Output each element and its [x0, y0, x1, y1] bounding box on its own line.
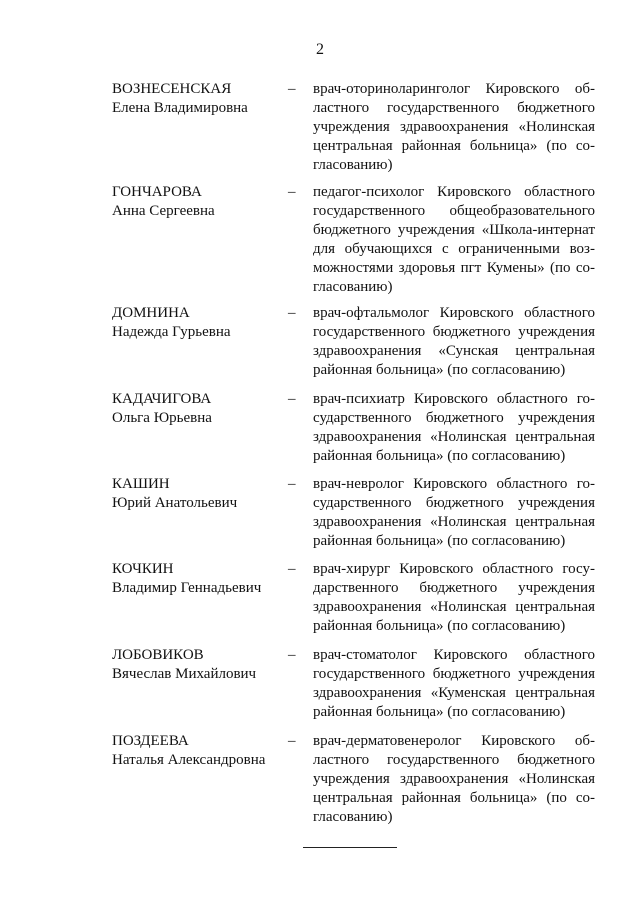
given-name: Анна Сергеевна	[112, 203, 215, 219]
person-name	[112, 475, 282, 513]
given-name: Ольга Юрьевна	[112, 410, 212, 426]
surname: КАШИН	[112, 476, 170, 492]
closing-rule	[303, 847, 397, 848]
person-name	[112, 183, 282, 221]
surname: ПОЗДЕЕВА	[112, 733, 189, 749]
page-number: 2	[316, 41, 324, 58]
dash: –	[288, 476, 296, 492]
position-description: врач-хирург Кировского областного государственного бюджетного учреждения здравоохранения «Нолинская центральная районная больница» (по согласованию)	[313, 561, 595, 634]
position-description: педагог-психолог Кировского областного государственного общеобразовательного бюджетного учреждения «Школа-интернат для обучающихся с ограниченными возможностями здоровья пгт Кумены» (по согласованию)	[313, 184, 595, 295]
position-description: врач-психиатр Кировского областного государственного бюджетного учреждения здравоохранения «Нолинская центральная районная больница» (по согласованию)	[313, 391, 595, 464]
given-name: Владимир Геннадьевич	[112, 580, 262, 596]
person-name	[112, 80, 282, 118]
dash: –	[288, 184, 296, 200]
dash: –	[288, 81, 296, 97]
position-description: врач-оториноларинголог Кировского областного государственного бюджетного учреждения здравоохранения «Нолинская центральная районная больница» (по согласованию)	[313, 81, 595, 173]
surname: ЛОБОВИКОВ	[112, 647, 204, 663]
dash: –	[288, 561, 296, 577]
given-name: Надежда Гурьевна	[112, 324, 231, 340]
position-description: врач-дерматовенеролог Кировского областного государственного бюджетного учреждения здравоохранения «Нолинская центральная районная больница» (по согласованию)	[313, 733, 595, 825]
dash: –	[288, 391, 296, 407]
position-description: врач-стоматолог Кировского областного государственного бюджетного учреждения здравоохранения «Куменская центральная районная больница» (по согласованию)	[313, 647, 595, 720]
person-name	[112, 390, 282, 428]
surname: ДОМНИНА	[112, 305, 190, 321]
surname: ВОЗНЕСЕНСКАЯ	[112, 81, 232, 97]
given-name: Вячеслав Михайлович	[112, 666, 257, 682]
dash: –	[288, 305, 296, 321]
surname: КОЧКИН	[112, 561, 174, 577]
surname: ГОНЧАРОВА	[112, 184, 202, 200]
given-name: Наталья Александровна	[112, 752, 266, 768]
position-description: врач-офтальмолог Кировского областного государственного бюджетного учреждения здравоохранения «Сунская центральная районная больница» (по согласованию)	[313, 305, 595, 378]
given-name: Елена Владимировна	[112, 100, 248, 116]
surname: КАДАЧИГОВА	[112, 391, 212, 407]
person-name	[112, 304, 282, 342]
person-name	[112, 560, 282, 598]
person-name	[112, 732, 282, 770]
dash: –	[288, 647, 296, 663]
person-name	[112, 646, 282, 684]
given-name: Юрий Анатольевич	[112, 495, 238, 511]
position-description: врач-невролог Кировского областного государственного бюджетного учреждения здравоохранения «Нолинская центральная районная больница» (по согласованию)	[313, 476, 595, 549]
dash: –	[288, 733, 296, 749]
